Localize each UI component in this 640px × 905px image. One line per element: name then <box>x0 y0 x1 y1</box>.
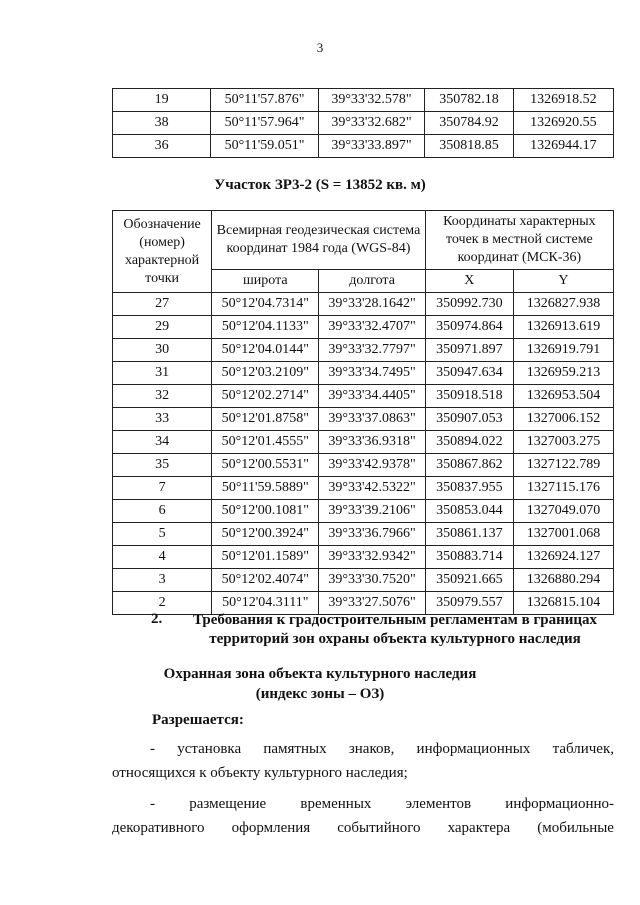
cell-point-number: 35 <box>113 454 212 477</box>
header-latitude: широта <box>212 270 319 293</box>
cell-longitude: 39°33'27.5076" <box>319 592 425 615</box>
coordinates-table-body <box>113 89 614 158</box>
cell-latitude: 50°12'03.2109" <box>212 362 319 385</box>
cell-longitude: 39°33'39.2106" <box>319 500 425 523</box>
table-row <box>113 339 614 362</box>
table-row <box>113 362 614 385</box>
cell-latitude: 50°12'04.7314" <box>212 293 319 316</box>
cell-point-number: 7 <box>113 477 212 500</box>
zone-title: Участок ЗР3-2 (S = 13852 кв. м) <box>214 177 426 193</box>
cell-x: 350837.955 <box>425 477 513 500</box>
cell-x: 350784.92 <box>425 112 513 135</box>
cell-x: 350861.137 <box>425 523 513 546</box>
cell-point-number: 31 <box>113 362 212 385</box>
cell-y: 1326924.127 <box>513 546 613 569</box>
page-number: 3 <box>316 40 324 55</box>
cell-point-number: 5 <box>113 523 212 546</box>
cell-latitude: 50°12'00.3924" <box>212 523 319 546</box>
cell-longitude: 39°33'36.9318" <box>319 431 425 454</box>
justified-line: - установка памятных знаков, информационных табличек, <box>150 741 614 757</box>
header-x: X <box>425 270 513 293</box>
cell-point-number: 29 <box>113 316 212 339</box>
cell-y: 1326880.294 <box>513 569 613 592</box>
subsection-title <box>0 664 640 704</box>
cell-longitude: 39°33'32.9342" <box>319 546 425 569</box>
cell-latitude: 50°11'57.964" <box>211 112 318 135</box>
cell-point-number: 33 <box>113 408 212 431</box>
cell-longitude: 39°33'34.4405" <box>319 385 425 408</box>
cell-y: 1326944.17 <box>513 135 613 158</box>
cell-y: 1327003.275 <box>513 431 613 454</box>
table-row <box>113 112 614 135</box>
cell-longitude: 39°33'28.1642" <box>319 293 425 316</box>
table-row <box>113 135 614 158</box>
section-number: 2. <box>151 611 163 627</box>
cell-x: 350818.85 <box>425 135 513 158</box>
header-row <box>113 211 614 270</box>
table-row <box>113 546 614 569</box>
cell-point-number: 38 <box>113 112 211 135</box>
cell-latitude: 50°12'04.3111" <box>212 592 319 615</box>
cell-y: 1326918.52 <box>513 89 613 112</box>
cell-y: 1326959.213 <box>513 362 613 385</box>
cell-x: 350979.557 <box>425 592 513 615</box>
cell-y: 1326815.104 <box>513 592 613 615</box>
cell-x: 350894.022 <box>425 431 513 454</box>
cell-point-number: 19 <box>113 89 211 112</box>
cell-y: 1327122.789 <box>513 454 613 477</box>
cell-longitude: 39°33'32.4707" <box>319 316 425 339</box>
cell-point-number: 6 <box>113 500 212 523</box>
cell-longitude: 39°33'42.5322" <box>319 477 425 500</box>
cell-x: 350918.518 <box>425 385 513 408</box>
list-item-2-line2 <box>112 820 614 837</box>
cell-point-number: 2 <box>113 592 212 615</box>
list-item-2-line1 <box>150 796 614 813</box>
cell-x: 350853.044 <box>425 500 513 523</box>
cell-y: 1327006.152 <box>513 408 613 431</box>
subsection-title-line2: (индекс зоны – ОЗ) <box>255 686 385 702</box>
table-row <box>113 569 614 592</box>
list-item-1-line2: относящихся к объекту культурного наследия; <box>112 765 408 781</box>
cell-x: 350907.053 <box>425 408 513 431</box>
cell-latitude: 50°11'59.051" <box>211 135 318 158</box>
cell-latitude: 50°12'02.4074" <box>212 569 319 592</box>
allowed-heading: Разрешается: <box>152 712 244 728</box>
cell-point-number: 36 <box>113 135 211 158</box>
cell-y: 1326913.619 <box>513 316 613 339</box>
cell-latitude: 50°12'00.1081" <box>212 500 319 523</box>
table-row <box>113 385 614 408</box>
list-item-1-line1 <box>150 741 614 758</box>
cell-y: 1326827.938 <box>513 293 613 316</box>
table-row <box>113 500 614 523</box>
subsection-title-line1: Охранная зона объекта культурного наследия <box>163 666 477 682</box>
cell-x: 350867.862 <box>425 454 513 477</box>
header-wgs84: Всемирная геодезическая система координат 1984 года (WGS-84) <box>212 211 426 270</box>
coordinates-table-header <box>113 211 614 293</box>
cell-latitude: 50°12'01.8758" <box>212 408 319 431</box>
cell-latitude: 50°12'04.0144" <box>212 339 319 362</box>
cell-y: 1327049.070 <box>513 500 613 523</box>
cell-x: 350921.665 <box>425 569 513 592</box>
cell-latitude: 50°12'01.1589" <box>212 546 319 569</box>
cell-longitude: 39°33'33.897" <box>318 135 424 158</box>
section-title: Требования к градостроительным регламентам в границах территорий зон охраны объекта культурного наследия <box>192 612 598 647</box>
justified-line: - размещение временных элементов информационно- <box>150 796 614 812</box>
cell-x: 350883.714 <box>425 546 513 569</box>
table-row <box>113 454 614 477</box>
table-row <box>113 408 614 431</box>
cell-longitude: 39°33'32.578" <box>318 89 424 112</box>
cell-latitude: 50°12'04.1133" <box>212 316 319 339</box>
header-y: Y <box>513 270 613 293</box>
cell-longitude: 39°33'36.7966" <box>319 523 425 546</box>
cell-latitude: 50°11'59.5889" <box>212 477 319 500</box>
coordinates-table-body <box>113 293 614 615</box>
cell-y: 1327115.176 <box>513 477 613 500</box>
cell-y: 1327001.068 <box>513 523 613 546</box>
cell-longitude: 39°33'34.7495" <box>319 362 425 385</box>
cell-y: 1326953.504 <box>513 385 613 408</box>
cell-x: 350974.864 <box>425 316 513 339</box>
cell-x: 350947.634 <box>425 362 513 385</box>
cell-x: 350971.897 <box>425 339 513 362</box>
cell-point-number: 27 <box>113 293 212 316</box>
cell-latitude: 50°12'01.4555" <box>212 431 319 454</box>
table-row <box>113 89 614 112</box>
coordinates-table <box>112 210 614 615</box>
table-row <box>113 477 614 500</box>
cell-y: 1326920.55 <box>513 112 613 135</box>
header-point-number: Обозначение (номер) характерной точки <box>113 211 212 293</box>
cell-longitude: 39°33'32.7797" <box>319 339 425 362</box>
cell-point-number: 30 <box>113 339 212 362</box>
cell-latitude: 50°12'02.2714" <box>212 385 319 408</box>
cell-longitude: 39°33'30.7520" <box>319 569 425 592</box>
justified-line: декоративного оформления событийного характера (мобильные <box>112 820 614 836</box>
table-row <box>113 293 614 316</box>
header-local-coordinates: Координаты характерных точек в местной системе координат (МСК-36) <box>425 211 613 270</box>
table-row <box>113 523 614 546</box>
table-row <box>113 431 614 454</box>
header-longitude: долгота <box>319 270 425 293</box>
cell-point-number: 32 <box>113 385 212 408</box>
cell-longitude: 39°33'42.9378" <box>319 454 425 477</box>
cell-latitude: 50°12'00.5531" <box>212 454 319 477</box>
cell-x: 350992.730 <box>425 293 513 316</box>
cell-point-number: 34 <box>113 431 212 454</box>
cell-x: 350782.18 <box>425 89 513 112</box>
cell-y: 1326919.791 <box>513 339 613 362</box>
cell-point-number: 4 <box>113 546 212 569</box>
table-row <box>113 316 614 339</box>
cell-latitude: 50°11'57.876" <box>211 89 318 112</box>
cell-longitude: 39°33'37.0863" <box>319 408 425 431</box>
cell-longitude: 39°33'32.682" <box>318 112 424 135</box>
coordinates-table-continued <box>112 88 614 158</box>
cell-point-number: 3 <box>113 569 212 592</box>
